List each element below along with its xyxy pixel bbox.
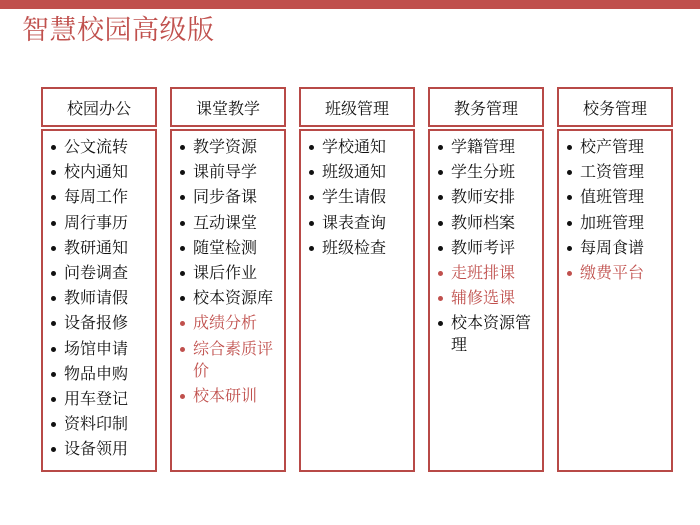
column-header-classroom-teaching: 课堂教学 — [170, 87, 286, 127]
list-item: 班级检查 — [301, 237, 413, 259]
list-item: 值班管理 — [559, 186, 671, 208]
list-item: 学籍管理 — [430, 136, 542, 158]
list-item: 成绩分析 — [172, 312, 284, 334]
list-item: 周行事历 — [43, 212, 155, 234]
list-item: 互动课堂 — [172, 212, 284, 234]
list-item: 课后作业 — [172, 262, 284, 284]
page-title: 智慧校园高级版 — [22, 15, 215, 46]
list-item: 教学资源 — [172, 136, 284, 158]
list-item: 辅修选课 — [430, 287, 542, 309]
list-item: 校本资源库 — [172, 287, 284, 309]
list-item: 学生分班 — [430, 161, 542, 183]
list-item: 教师请假 — [43, 287, 155, 309]
list-item: 随堂检测 — [172, 237, 284, 259]
column-header-academic-affairs: 教务管理 — [428, 87, 544, 127]
list-item: 场馆申请 — [43, 338, 155, 360]
list-item: 每周工作 — [43, 186, 155, 208]
list-item: 教师档案 — [430, 212, 542, 234]
list-item: 校本研训 — [172, 385, 284, 407]
list-item: 校本资源管理 — [430, 312, 542, 356]
list-item: 校产管理 — [559, 136, 671, 158]
top-accent-bar — [0, 0, 700, 9]
column-header-class-management: 班级管理 — [299, 87, 415, 127]
column-header-school-affairs: 校务管理 — [557, 87, 673, 127]
list-item: 同步备课 — [172, 186, 284, 208]
column-header-campus-office: 校园办公 — [41, 87, 157, 127]
list-item: 教师考评 — [430, 237, 542, 259]
list-item: 走班排课 — [430, 262, 542, 284]
column-list-class-management — [299, 129, 415, 472]
list-item: 校内通知 — [43, 161, 155, 183]
list-item: 学校通知 — [301, 136, 413, 158]
column-list-classroom-teaching — [170, 129, 286, 472]
list-item: 资料印制 — [43, 413, 155, 435]
list-item: 学生请假 — [301, 186, 413, 208]
list-item: 工资管理 — [559, 161, 671, 183]
column-list-academic-affairs — [428, 129, 544, 472]
list-item: 加班管理 — [559, 212, 671, 234]
column-list-school-affairs — [557, 129, 673, 472]
list-item: 用车登记 — [43, 388, 155, 410]
list-item: 缴费平台 — [559, 262, 671, 284]
list-item: 教研通知 — [43, 237, 155, 259]
list-item: 公文流转 — [43, 136, 155, 158]
list-item: 综合素质评价 — [172, 338, 284, 382]
list-item: 设备领用 — [43, 438, 155, 460]
list-item: 问卷调查 — [43, 262, 155, 284]
list-item: 课前导学 — [172, 161, 284, 183]
list-item: 每周食谱 — [559, 237, 671, 259]
list-item: 设备报修 — [43, 312, 155, 334]
column-list-campus-office — [41, 129, 157, 472]
list-item: 物品申购 — [43, 363, 155, 385]
list-item: 课表查询 — [301, 212, 413, 234]
list-item: 教师安排 — [430, 186, 542, 208]
list-item: 班级通知 — [301, 161, 413, 183]
